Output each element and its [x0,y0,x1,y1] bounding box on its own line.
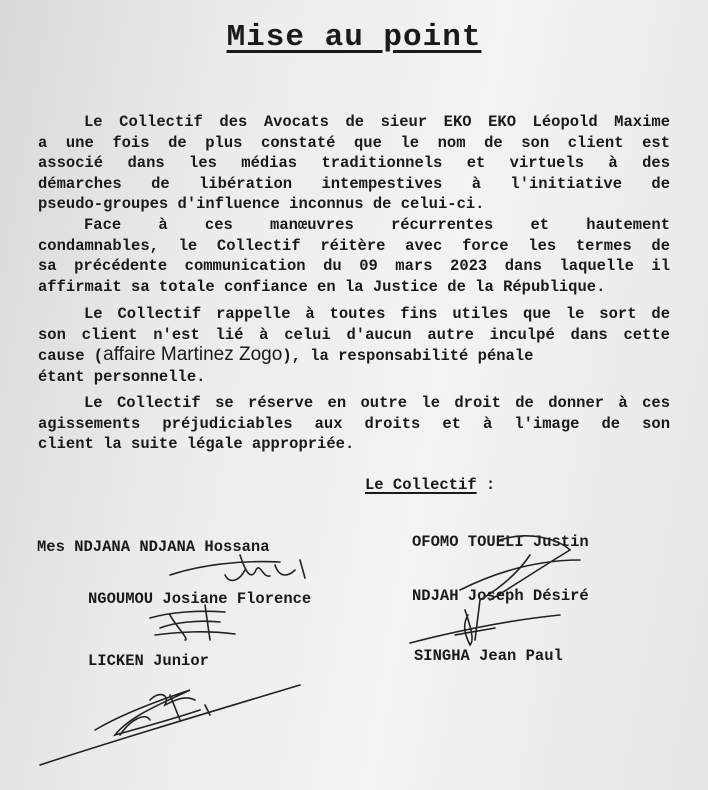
text-segment: cause ( [38,347,104,365]
case-name: affaire Martinez Zogo [103,344,283,365]
text-line: condamnables, le Collectif réitère avec force les termes de [38,236,670,255]
signature-ndjah [410,600,560,645]
text-line: associé dans les médias traditionnels et virtuels à des [38,154,670,172]
signatory-right-3: SINGHA Jean Paul [414,647,563,665]
text-line: Le Collectif des Avocats de sieur EKO EKO Léopold Maxime [84,113,670,131]
paragraph-4 [38,393,670,455]
signatory-left-1: Mes NDJANA NDJANA Hossana [37,538,270,556]
text-line: sa précédente communication du 09 mars 2023 dans laquelle il [38,257,670,275]
text-segment [38,345,533,367]
text-line: Le Collectif rappelle à toutes fins utiles que le sort de [84,305,670,323]
paragraph-3 [38,304,670,387]
text-line: étant personnelle. [38,367,206,386]
signature-ndjana [170,555,305,580]
title-text: Mise au point [226,20,482,55]
text-line: agissements préjudiciables aux droits et à l'image de son [38,414,670,433]
paragraph-2 [38,215,670,297]
text-line: pseudo-groupes d'influence inconnus de celui-ci. [38,195,485,213]
signature-heading-text: Le Collectif [365,476,477,494]
text-line [38,345,670,367]
signature-heading [365,476,495,494]
signatory-right-2: NDJAH Joseph Désiré [412,587,589,605]
text-line: Le Collectif se réserve en outre le droit de donner à ces [84,394,670,412]
signatory-left-3: LICKEN Junior [88,652,209,670]
text-line: client la suite légale appropriée. [38,435,355,453]
text-segment: ), la responsabilité pénale [282,347,534,365]
text-line: démarches de libération intempestives à l'initiative de [38,174,670,193]
text-line: a une fois de plus constaté que le nom de son client est [38,133,670,152]
signatory-right-1: OFOMO TOUELI Justin [412,533,589,551]
document-title [0,20,708,55]
signature-ngoumou [150,605,235,640]
text-line: son client n'est lié à celui d'aucun autre inculpé dans cette [38,325,670,344]
signature-licken [40,685,300,765]
text-line: affirmait sa totale confiance en la Justice de la République. [38,277,606,296]
signatory-left-2: NGOUMOU Josiane Florence [88,590,312,608]
text-line: Face à ces manœuvres récurrentes et hautement [84,216,670,234]
signature-heading-suffix: : [476,476,496,494]
paragraph-1 [38,112,670,215]
